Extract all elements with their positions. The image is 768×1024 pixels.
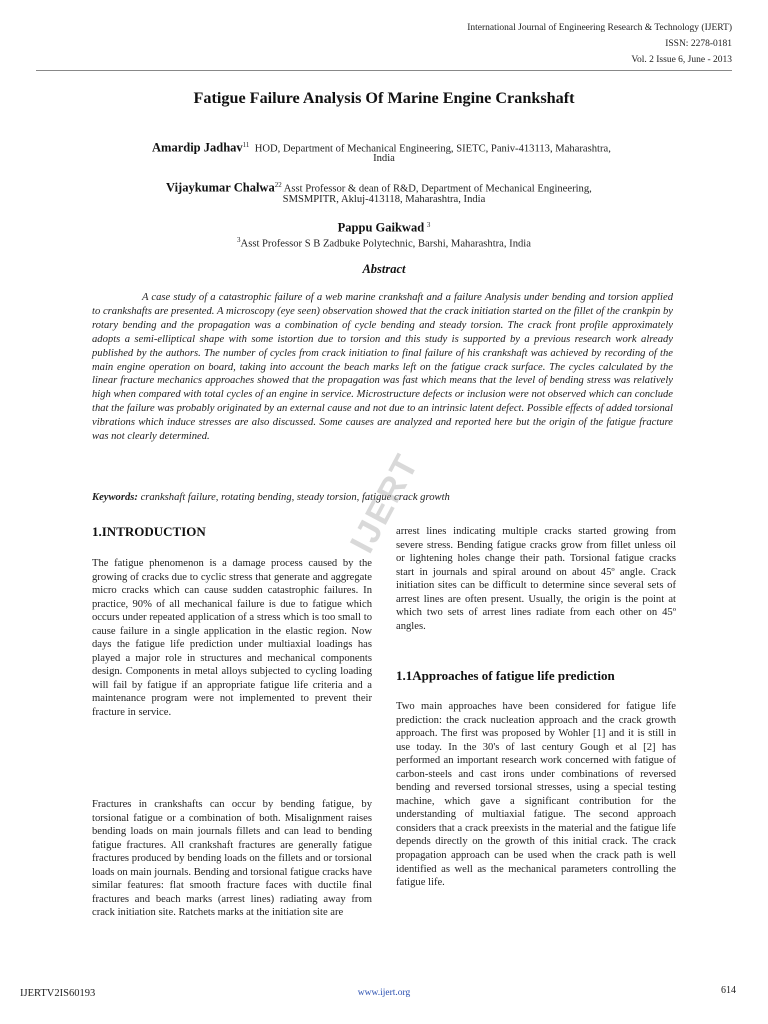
journal-volume: Vol. 2 Issue 6, June - 2013 xyxy=(631,55,732,65)
journal-issn: ISSN: 2278-0181 xyxy=(665,39,732,49)
abstract-text: A case study of a catastrophic failure of a web marine crankshaft and a failure Analysis under bending and torsion applied to crankshafts are presented. A microscopy (eye seen) observation showed that the crack initiation started on the fillet of the crankpin by rotary bending and the propagation was a combination of cycle bending and steady torsion. The crack front profile approximately adopts a semi-elliptical shape with some istortion due to torsion and this study is supported by a previous research work already published by the authors. The number of cycles from crack initiation to final failure of his crankshaft was achieved by recording of the main engine operation on board, taking into account the beach marks left on the fatigue crack surface. The cycles calculated by the linear fracture mechanics approaches showed that the propagation was fast which means that the level of bending stress was relatively high when compared with total cycles of an engine in service. Microstructure defects or inclusion were not observed which can conclude that the failure was probably originated by an external cause and not due to an intrinsic latent defect. Possible effects of added torsional vibrations which induce stresses are also discussed. Some causes are analyzed and reported here but the origin of the fatigue fracture was not clearly determined. xyxy=(92,292,673,443)
header-divider xyxy=(36,70,732,71)
journal-header xyxy=(372,20,732,68)
intro-paragraph-2: Fractures in crankshafts can occur by bending fatigue, by torsional fatigue or a combination of both. Misalignment raises bending loads on main journals fillets and can lead to bending fatigue fractures. All crankshaft fractures are generally fatigue fractures produced by bending loads on the fillets and or torsional loads on main journals. Bending and torsional fatigue cracks have similar features: flat smooth fracture faces with ductile final fractures and beach marks (arrest lines) radiating away from crack initiation site. Ratchets marks at the initiation site are xyxy=(92,799,372,919)
author-affiliation-continued: India xyxy=(373,153,395,164)
author-superscript: 11 xyxy=(242,141,250,149)
author-name: Amardip Jadhav xyxy=(152,140,243,155)
right-column-paragraph-1: arrest lines indicating multiple cracks started growing from severe stress. Bending fatigue cracks grow from fillet unless oil or lightening holes change their path. Torsional fatigue cracks start in journals and spiral around on about 45º angle. Crack initiation sites can be difficult to determine since several sets of arrest lines are often present. Usually, the origin is the point at which two sets of arrest lines radiate from each other on 45º angles. xyxy=(396,526,676,632)
author-name: Pappu Gaikwad xyxy=(337,220,425,235)
author-affiliation-continued: SMSMPITR, Akluj-413118, Maharashtra, India xyxy=(282,194,486,205)
author-name: Vijaykumar Chalwa xyxy=(166,180,275,195)
author-affiliation: $^3$Asst Professor S B Zadbuke Polytechnic, Barshi, Maharashtra, India xyxy=(237,236,531,250)
intro-paragraph-1: The fatigue phenomenon is a damage process caused by the growing of cracks due to cyclic stress that generate and aggregate micro cracks which can cause sudden catastrophic failures. In practice, 90% of all mechanical failure is due to fatigue which occurs under repeated application of a stress which is too small to cause failure in a single application in the elastic region. Now days the fatigue life prediction under multiaxial loadings has played a major role in structures and mechanical components design. Components in metal alloys subjected to cycling loading will fail by fatigue if an appropriate fatigue life criteria and a maintenance program were not implemented to prevent their fracture in service. xyxy=(92,558,372,719)
author-affiliation: Asst Professor & dean of R&D, Department of Mechanical Engineering, xyxy=(283,183,592,195)
footer-page-number: 614 xyxy=(721,985,736,996)
author-affiliation: HOD, Department of Mechanical Engineering, SIETC, Paniv-413113, Maharashtra, xyxy=(254,143,611,155)
section-heading-approaches: 1.1Approaches of fatigue life prediction xyxy=(396,668,615,683)
section-heading-introduction: 1.INTRODUCTION xyxy=(92,524,206,539)
author-superscript: 3 xyxy=(426,221,431,229)
paper-title: Fatigue Failure Analysis Of Marine Engine Crankshaft xyxy=(193,89,575,107)
journal-name: International Journal of Engineering Research & Technology (IJERT) xyxy=(467,23,732,33)
footer-paper-id: IJERTV2IS60193 xyxy=(20,988,96,999)
author-superscript: 22 xyxy=(274,181,282,189)
abstract-heading: Abstract xyxy=(362,262,406,276)
footer-url-link[interactable]: www.ijert.org xyxy=(357,988,411,998)
watermark: IJERT xyxy=(342,447,427,560)
right-column-paragraph-2: Two main approaches have been considered for fatigue life prediction: the crack nucleation approach and the crack growth approach. The first was proposed by Wohler [1] and it is still in use today. In the 30's of last century Gough et al [2] has performed an important research work concerned with fatigue of carbon-steels and cast irons under combinations of reversed bending and reversed torsional stresses, using a special testing machine, which gave a significant contribution for the understanding of multiaxial fatigue. The second approach considers that a crack preexists in the material and the fatigue life depends directly on the growth of this initial crack. The crack propagation approach can be used when the crack path is well identified as well as the mechanical parameters controlling the fatigue life. xyxy=(396,701,676,889)
keywords-label: Keywords: xyxy=(92,492,138,503)
keywords-text: crankshaft failure, rotating bending, steady torsion, fatigue crack growth xyxy=(140,492,450,503)
